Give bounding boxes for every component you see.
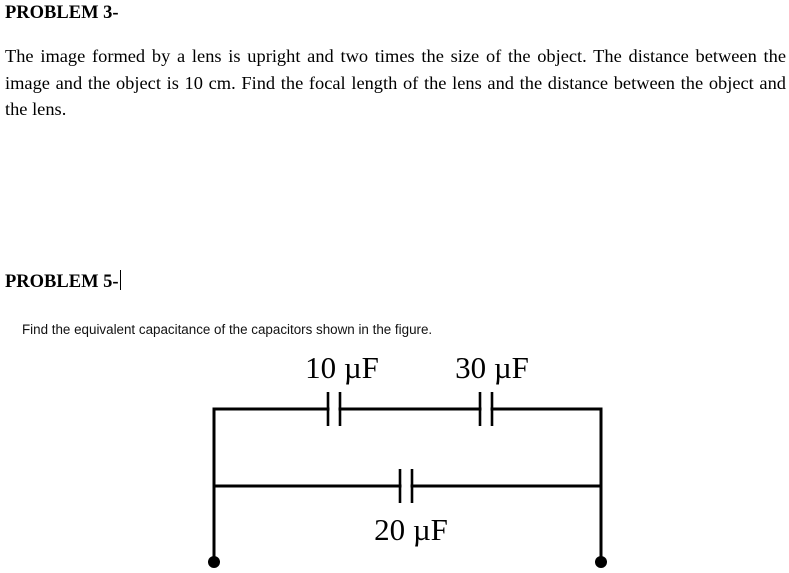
- problem-3-heading: PROBLEM 3-: [5, 3, 119, 23]
- problem-5-heading-label: PROBLEM 5-: [5, 272, 119, 292]
- terminal-left: [208, 556, 220, 568]
- problem-5-heading: [5, 270, 121, 293]
- problem-5-text: Find the equivalent capacitance of the capacitors shown in the figure.: [22, 322, 433, 337]
- capacitor-top-right-label: 30 µF: [455, 350, 529, 385]
- terminal-right: [595, 556, 607, 568]
- capacitor-bottom: [400, 469, 412, 503]
- problem-3-text: The image formed by a lens is upright and two times the size of the object. The distance between the image and the object is 10 cm. Find the focal length of the lens and the distance between the object and the lens.: [5, 46, 786, 119]
- capacitor-circuit-diagram: [0, 345, 789, 573]
- capacitor-bottom-label: 20 µF: [374, 512, 448, 547]
- text-cursor: [120, 270, 121, 290]
- capacitor-top-left: [328, 392, 340, 426]
- capacitor-top-right: [480, 392, 492, 426]
- capacitor-top-left-label: 10 µF: [305, 350, 379, 385]
